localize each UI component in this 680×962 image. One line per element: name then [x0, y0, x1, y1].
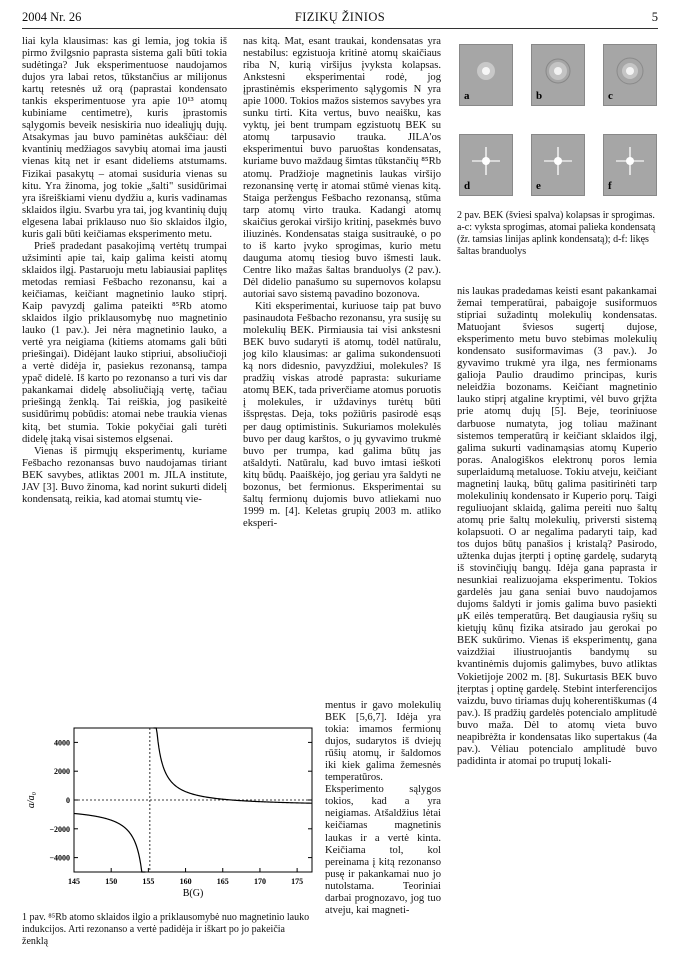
- photo-e: [531, 134, 585, 196]
- column-middle: [243, 36, 441, 530]
- photo-b: [531, 44, 585, 106]
- photo-label: f: [608, 180, 612, 192]
- issue-number: 2004 Nr. 26: [22, 10, 82, 24]
- series-line-below-resonance: [74, 813, 145, 872]
- paragraph: Kiti eksperimentai, kuriuose taip pat buvo pasinaudota Fešbacho rezonansu, yra susiję su molekulių BEK. Pirmiausia tai visi ankstesni BEK buvo sudaryti iš atomų, todėl natūralu, jog kilo klausimas: ar galima sukondensuoti ką nors didesnio, pavyzdžiui, molekules? Iš pradžių viskas atrodė paprasta: sukuriame atomų BEK, tada priverčiame atomus poruotis į molekules, ir uždavinys turėtų būti išspręstas. Deja, toks požiūris pasirodė esąs per daug optimistinis. Sukuriamos molekulės buvo per daug karštos, o jų gyvavimo trukmė buvo per trumpa, kad galima būtų jas atšaldyti. Natūralu, kad buvo imtasi ieškoti kitų būdų. Paaiškėjo, jog geriau yra šaldyti ne bozonus, bet fermionus. Eksperimentai su šaltų fermionų dujomis buvo atliekami nuo 1999 m. [4]. Keletas grupių 2003 m. atliko eksperi-: [243, 301, 441, 529]
- figure-1-chart: [22, 720, 318, 910]
- y-tick-label: −2000: [49, 824, 70, 834]
- x-axis-label: B(G): [182, 888, 204, 899]
- x-tick-label: 170: [253, 877, 266, 886]
- photo-d: [459, 134, 513, 196]
- photo-f: [603, 134, 657, 196]
- photo-label: d: [464, 180, 471, 192]
- paragraph: nas kitą. Mat, esant traukai, kondensatas yra nestabilus: egzistuoja kritinė atomų skaičiaus riba N, kurią viršijus įvyksta kolapsas. Ankstesni eksperimentai rodė, jog įprastinėmis eksperimento sąlygomis N yra apie 1000. Tokios mažos sistemos savybes yra sunku tirti. Kita vertus, buvo neaišku, kas vyktų, jei bent trumpam egzistuotų BEK su atomų tarpusavio trauka. JILA'os eksperimentui buvo paruoštas kondensatas, kuriame buvo maždaug šimtas tūkstančių ⁸⁵Rb atomų. Pradžioje magnetinis laukas viršijo rezonansinę vertę ir atomai stūmė vienas kitą. Staiga peržengus Fešbacho rezonansą, stūma tarp atomų virto trauka. Kadangi atomų skaičius gerokai viršijo kritinį, pasekmės buvo iliuzinės. Kondensatas staiga susitraukė, o po to iš karto įvyko sprogimas, kurio metu dauguma atomų tiesiog buvo išmesti lauk. Centre liko mažas šaltas branduolys (2 pav.). Dėl didelio panašumo su supernovos kolapsu autoriai savo sistemą pavadino bozonova.: [243, 36, 441, 300]
- figure-2-photos: [459, 44, 655, 200]
- column-right: [457, 286, 657, 768]
- page-number: 5: [651, 10, 658, 24]
- x-tick-label: 165: [216, 877, 229, 886]
- column-left: [22, 36, 227, 506]
- journal-title: FIZIKŲ ŽINIOS: [294, 10, 386, 24]
- y-tick-label: 2000: [54, 767, 70, 777]
- paragraph: Prieš pradedant pasakojimą vertėtų trumpai užsiminti apie tai, kaip galima keisti atomų sklaidos ilgį. Pastaruoju metu labiausiai paplitęs metodas remiasi Fešbacho rezonansu, kai a keičiamas, keičiant magnetinio lauko stiprį. Kaip pavyzdį galima pateikti ⁸⁵Rb atomo sklaidos ilgio priklausomybę nuo magnetinio lauko (1 pav.). Jei nėra magnetinio lauko, a vertė yra neigiama (kitiems atomams gali būti priešingai). Didėjant lauko stipriui, absoliučioji a vertė didėja ir, pasiekus rezonansą, tampa ypač didelė. Iš karto po rezonanso a turi vis dar pakankamai didelę absoliučiąją vertę, tačiau priešingą ženklą. Tai reiškia, jog pasikeitė susidūrimų pobūdis: atomai nebe traukia vienas kitą, bet stumia. Tokie pokyčiai gali turėti didelę įtaką visai sistemos elgsenai.: [22, 240, 227, 445]
- photo-label: e: [536, 180, 541, 192]
- photo-label: c: [608, 90, 613, 102]
- photo-label: a: [464, 90, 470, 102]
- photo-c: [603, 44, 657, 106]
- figure-2-caption: 2 pav. BEK (šviesi spalva) kolapsas ir sprogimas. a-c: vykstа sprogimas, atomai palieka kondensatą (žr. tamsias linijas aplink kondensatą); d-f: likęs šaltas branduolys: [457, 210, 656, 257]
- x-tick-label: 175: [291, 877, 304, 886]
- column-middle-lower: [325, 700, 441, 917]
- series-line-above-resonance: [154, 728, 312, 803]
- y-tick-label: 4000: [54, 738, 70, 748]
- paragraph: liai kyla klausimas: kas gi lemia, jog tokia iš pirmo žvilgsnio paprasta sistema gali būti tokia sudėtinga? Juk eksperimentuose naudojamos dujos yra labai retos, tūkstančius ar milijonus kartų retesnės už orą (paprastai kondensato tankis eksperimentuose yra apie 10¹³ atomų kubiniame centimetre), kuris įprastomis sąlygomis beveik nesiskiria nuo idealiųjų dujų. Atsakymas jau buvo paminėtas aukščiau: dėl kvantinių medžiagos savybių atomai ima jausti vienas kitą net ir esant dideliems atstumams. Fizikai pasakytų – atomai susiduria vienas su kitu. Yra žinoma, jog tokie „šalti" susidūrimai yra išreiškiami vienu dydžiu a, kuris vadinamas sklaidos ilgiu. Svarbu yra tai, jog kvantinių dujų elgesena labai priklauso nuo šio sklaidos ilgio, kuris gali būti keičiamas eksperimento metu.: [22, 36, 227, 240]
- x-tick-label: 160: [179, 877, 192, 886]
- y-axis-label: a/a₀: [26, 791, 37, 809]
- paragraph: nis laukas pradedamas keisti esant pakankamai žemai temperatūrai, pabaigoje susiformuos stipriai sužadintų molekulių kondensatas. Matuojant šviesos sugertį dujose, eksperimento metu buvo stebimas molekulių kondensato susiformavimas (3 pav.). Jo gyvavimo trukmė yra ilga, nes fermionams galioja Paulio draudimo principas, kuris neleidžia bozonams. Keičiant magnetinio lauko stiprį atgaline kryptimi, vėl buvo grįžta prie atomų dujų [5]. Beje, teoriniuose darbuose numatyta, jog toliau mažinant sistemos temperatūrą ir keičiant sklaidos ilgį, galima sukurti vadinamąsias atomų Kuperio poras. Analogiškos elektronų poros lemia superlaidumą metaluose. Tokiu atveju, keičiant magnetinį lauką, būtų galima pasitirinėti tarp molekulinių kondensato ir Kuperio porų. Taigi reguliuojant sklaidą, galima pereiti nuo šaltų atomų prie šaltų molekulių, priversti sistemą kolapsuoti. O ar negalima padaryti taip, kad tos dujos būtų panašios į kristalą? Pasirodo, užtenka dujas įterpti į optinę gardelę, sudarytą iš stovinčiųjų bangų. Idėja gana paprasta ir nesunkiai realizuojama eksperimentu. Tokios gardelės jau gana seniai buvo naudojamos dujoms šaldyti ir jomis galima buvo pasiekti μK eilės temperatūrą. Bet daugiausia ryšių su kietųjų kūnų fizika atsirado jau gerokai po BEK sukūrimo. Vienas iš eksperimentų, gana vaizdžiai iliustruojantis bandymų su kvantinėmis dujomis galimybes, buvo atliktas Vokietijoje 2002 m. [8]. Sukurtasis BEK buvo įterptas į optinę gardelę. Stebint interferencijos vaizdu, buvo tiriamas dujų koherentiškumas (4 pav.). Iš pradžių gardelės potencialo amplitudė buvo maža. Dėl to atomų vieta buvo neapibrėžta ir kondensatas liko supertakus (4a pav.). Vėliau potencialo amplitudė buvo padidinta ir atomai po truputį lokali-: [457, 286, 657, 767]
- photo-a: [459, 44, 513, 106]
- x-tick-label: 145: [68, 877, 80, 886]
- x-tick-label: 155: [142, 877, 155, 886]
- x-tick-label: 150: [105, 877, 118, 886]
- y-tick-label: −4000: [49, 853, 70, 863]
- photo-label: b: [536, 90, 543, 102]
- page-header: [22, 10, 658, 29]
- y-tick-label: 0: [66, 796, 70, 805]
- figure-1-caption: 1 pav. ⁸⁵Rb atomo sklaidos ilgio a priklausomybė nuo magnetinio lauko indukcijos. Arti rezonanso a vertė padidėja ir iškart po jo pakeičia ženklą: [22, 912, 310, 947]
- paragraph: mentus ir gavo molekulių BEK [5,6,7]. Idėja yra tokia: imamos fermionų dujos, sudarytos iš dviejų rūšių atomų, ir šaldomos iki kiek galima žemesnės temperatūros. Eksperimento sąlygos tokios, kad a yra neigiamas. Atšaldžius lėtai keičiamas magnetinis laukas ir a vertė kinta. Keičiama tol, kol pereinama į kitą rezonanso pusę ir pakankamai nuo jo nutolstama. Teoriniai darbai prognozavo, jog tuo atveju, kai magneti-: [325, 700, 441, 916]
- paragraph: Vienas iš pirmųjų eksperimentų, kuriame Fešbacho rezonansas buvo naudojamas tiriant BEK savybes, atliktas 2001 m. JILA institute, JAV [3]. Buvo žinoma, kad norint sukurti didelį kondensatą, reikia, kad atomai stumtų vie-: [22, 445, 227, 505]
- plot-frame: [74, 728, 312, 872]
